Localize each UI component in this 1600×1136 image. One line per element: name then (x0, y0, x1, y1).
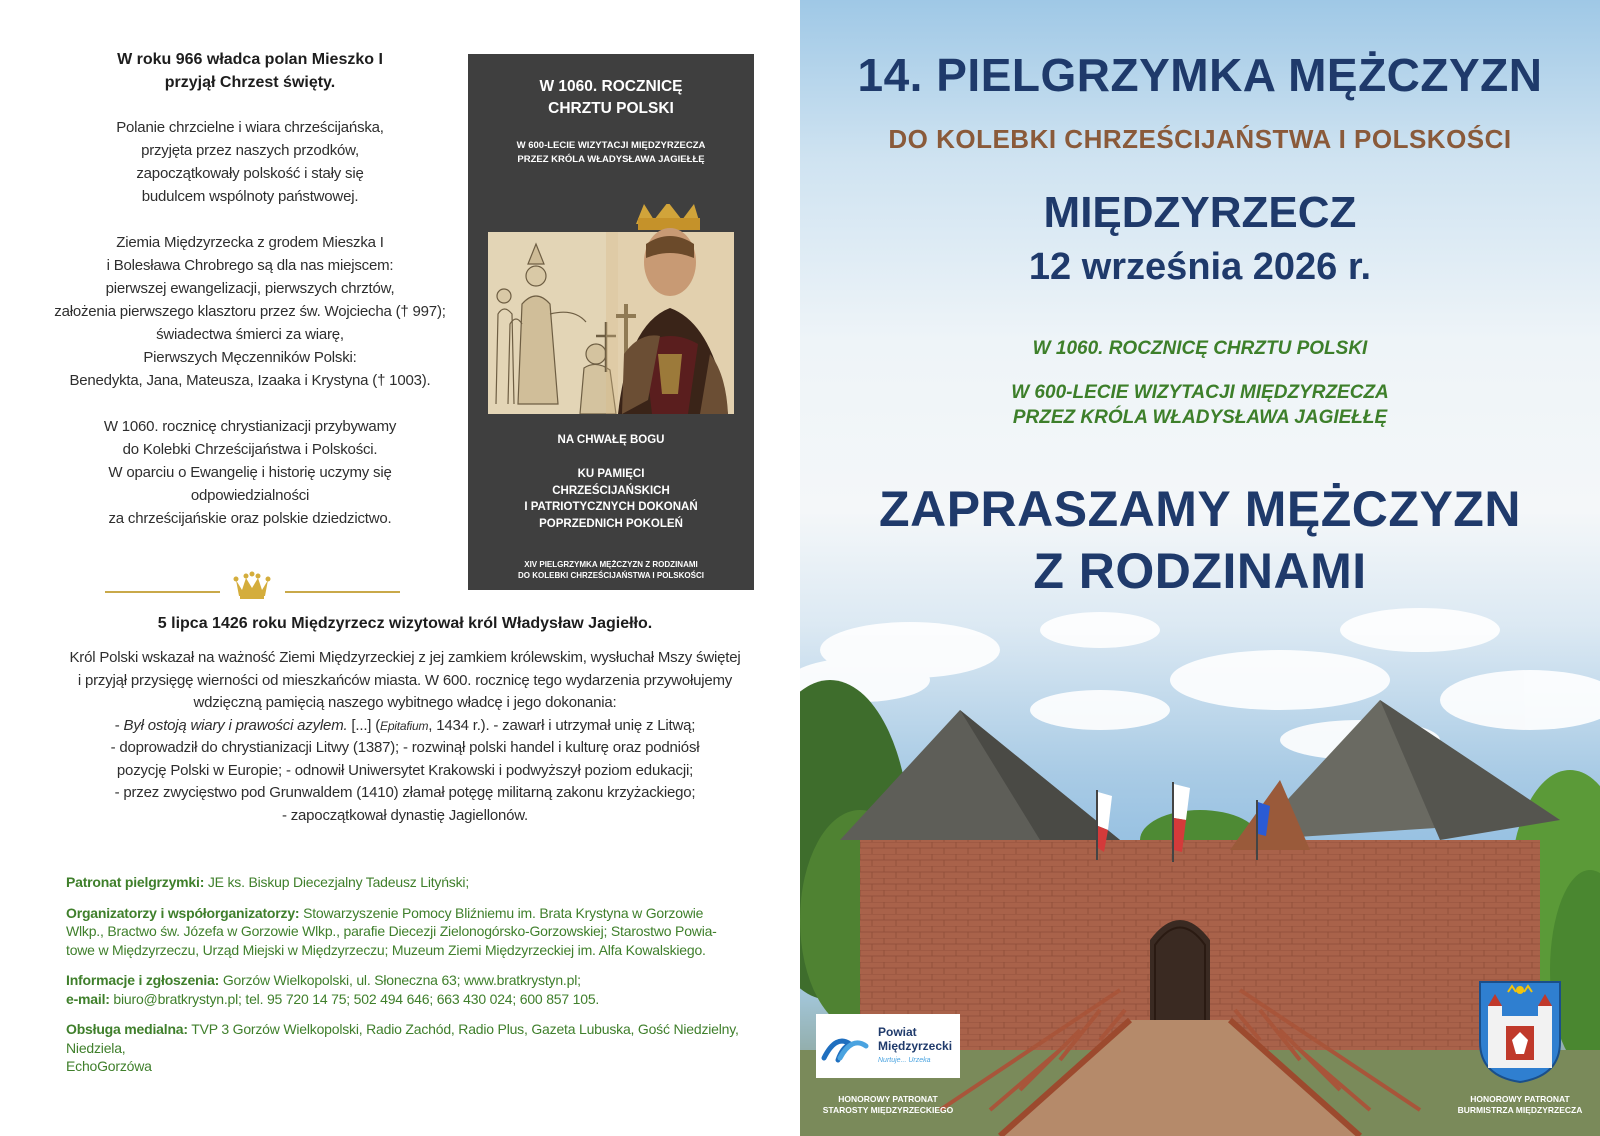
right-page (800, 0, 1600, 1136)
main-subtitle: DO KOLEBKI CHRZEŚCIJAŃSTWA I POLSKOŚCI (888, 124, 1512, 154)
intro-paragraph-2: Ziemia Międzyrzecka z grodem Mieszka I i Bolesława Chrobrego są dla nas miejscem: pierwszej ewangelizacji, pierwszych chrztów, założenia pierwszego klasztoru przez św. Wojciecha († 997); świadectwa śmierci za wiarę, Pierwszych Męczenników Polski: Benedykta, Jana, Mateusza, Izaaka i Krystyna († 1003). (54, 234, 446, 389)
organizers-block: Organizatorzy i współorganizatorzy: Stowarzyszenie Pomocy Bliźniemu im. Brata Krystyna w Gorzowie Wlkp., Bractwo św. Józefa w Gorzowie Wlkp., parafie Diecezji Zielonogórsko-Gorzowskiej; Starostwo Powia- towe w Międzyrzeczu, Urząd Miejski w Międzyrzeczu; Muzeum Ziemi Międzyrzeckiej im. Alfa Kowalskiego. (66, 904, 717, 958)
logo-name-1: Powiat (878, 1025, 917, 1039)
info-section (66, 873, 756, 1088)
anniversary-line: W 1060. ROCZNICĘ CHRZTU POLSKI (1032, 338, 1368, 359)
patron-left: HONOROWY PATRONAT STAROSTY MIĘDZYRZECKIEGO (822, 1094, 954, 1115)
logo-name-2: Międzyrzecki (878, 1039, 953, 1053)
intro-paragraph-3: W 1060. rocznicę chrystianizacji przybywamy do Kolebki Chrześcijaństwa i Polskości. W oparciu o Ewangelię i historię uczymy się odpowiedzialności za chrześcijańskie oraz polskie dziedzictwo. (103, 418, 397, 527)
intro-paragraph-1: Polanie chrzcielne i wiara chrześcijańska, przyjęta przez naszych przodków, zapoczątkowały polskość i stały się budulcem wspólnoty państwowej. (116, 119, 384, 205)
divider-rule-left (105, 591, 220, 593)
contact-block: Informacje i zgłoszenia: Gorzów Wielkopolski, ul. Słoneczna 63; www.bratkrystyn.pl; e-mail: biuro@bratkrystyn.pl; tel. 95 720 14 75; 502 494 646; 663 430 024; 600 857 105. (66, 972, 600, 1007)
card-subtitle: W 600-LECIE WIZYTACJI MIĘDZYRZECZA PRZEZ KRÓLA WŁADYSŁAWA JAGIEŁŁĘ (516, 140, 706, 165)
epitafium-label: Epitafium (380, 718, 429, 733)
city-crest-icon (1478, 980, 1562, 1084)
event-date: 12 września 2026 r. (1028, 246, 1372, 288)
baptism-and-king-illustration (488, 204, 734, 414)
crown-icon (232, 570, 272, 600)
powiat-logo (816, 1014, 960, 1078)
card-event: XIV PIELGRZYMKA MĘŻCZYZN Z RODZINAMI DO KOLEBKI CHRZEŚCIJAŃSTWA I POLSKOŚCI (518, 560, 704, 580)
epitaph-quote: Był ostoją wiary i prawości azylem. (123, 716, 348, 734)
visitation-line: W 600-LECIE WIZYTACJI MIĘDZYRZECZA PRZEZ KRÓLA WŁADYSŁAWA JAGIEŁŁĘ (1011, 382, 1389, 428)
card-memory: KU PAMIĘCI CHRZEŚCIJAŃSKICH I PATRIOTYCZNYCH DOKONAŃ POPRZEDNICH POKOLEŃ (524, 468, 698, 530)
card-title: W 1060. ROCZNICĘ CHRZTU POLSKI (539, 78, 683, 117)
city-name: MIĘDZYRZECZ (1043, 188, 1357, 237)
jagiello-quote-line: - Był ostoją wiary i prawości azylem. [...] (Epitafium, 1434 r.). - zawarł i utrzymał unię z Litwą; (114, 716, 696, 734)
divider-rule-right (285, 591, 400, 593)
powiat-logo-mark (816, 1014, 960, 1078)
intro-section (40, 48, 460, 553)
intro-heading: W roku 966 władca polan Mieszko I przyjął Chrzest święty. (117, 51, 383, 91)
patron-right: HONOROWY PATRONAT BURMISTRZA MIĘDZYRZECZA (1457, 1094, 1583, 1115)
commemorative-card (468, 54, 754, 603)
crown-divider (105, 570, 400, 600)
card-date: MIĘDZYRZECZ, DNIA 12. IX. 2026 R. (547, 594, 675, 603)
card-gloria: NA CHWAŁĘ BOGU (557, 434, 665, 446)
jagiello-section (40, 615, 770, 827)
main-title: 14. PIELGRZYMKA MĘŻCZYZN (857, 49, 1543, 101)
logo-tagline: Nurtuje... Urzeka (878, 1057, 931, 1064)
jagiello-heading: 5 lipca 1426 roku Międzyrzecz wizytował król Władysław Jagiełło. (157, 615, 653, 632)
jagiello-text: Król Polski wskazał na ważność Ziemi Międzyrzeckiej z jej zamkiem królewskim, wysłuchał Mszy świętej i przyjął przysięgę wierności od mieszkańców miasta. W 600. rocznicę tego wydarzenia przywołujemy wdzięczną pamięcią naszego wybitnego władcę i jego dokonania: - Był ostoją wiary i prawości azylem. [...] (Epitafium, 1434 r.). - zawarł i utrzymał unię z Litwą; - doprowadził do chrystianizacji Litwy (1387); - rozwinął polski handel i kulturę oraz podniósł pozycję Polski w Europie; - odnowił Uniwersytet Krakowski i podwyższył poziom edukacji; - przez zwycięstwo pod Grunwaldem (1410) złamał potęgę militarną zakonu krzyżackiego; - zapoczątkował dynastię Jagiellonów. (40, 647, 770, 827)
media-block: Obsługa medialna: TVP 3 Gorzów Wielkopolski, Radio Zachód, Radio Plus, Gazeta Lubuska, Gość Niedzielny, Niedziela, EchoGorzówa (66, 1021, 739, 1074)
invitation-heading: ZAPRASZAMY MĘŻCZYZN Z RODZINAMI (879, 481, 1521, 599)
patronat-block: Patronat pielgrzymki: JE ks. Biskup Diecezjalny Tadeusz Lityński; (66, 874, 470, 890)
